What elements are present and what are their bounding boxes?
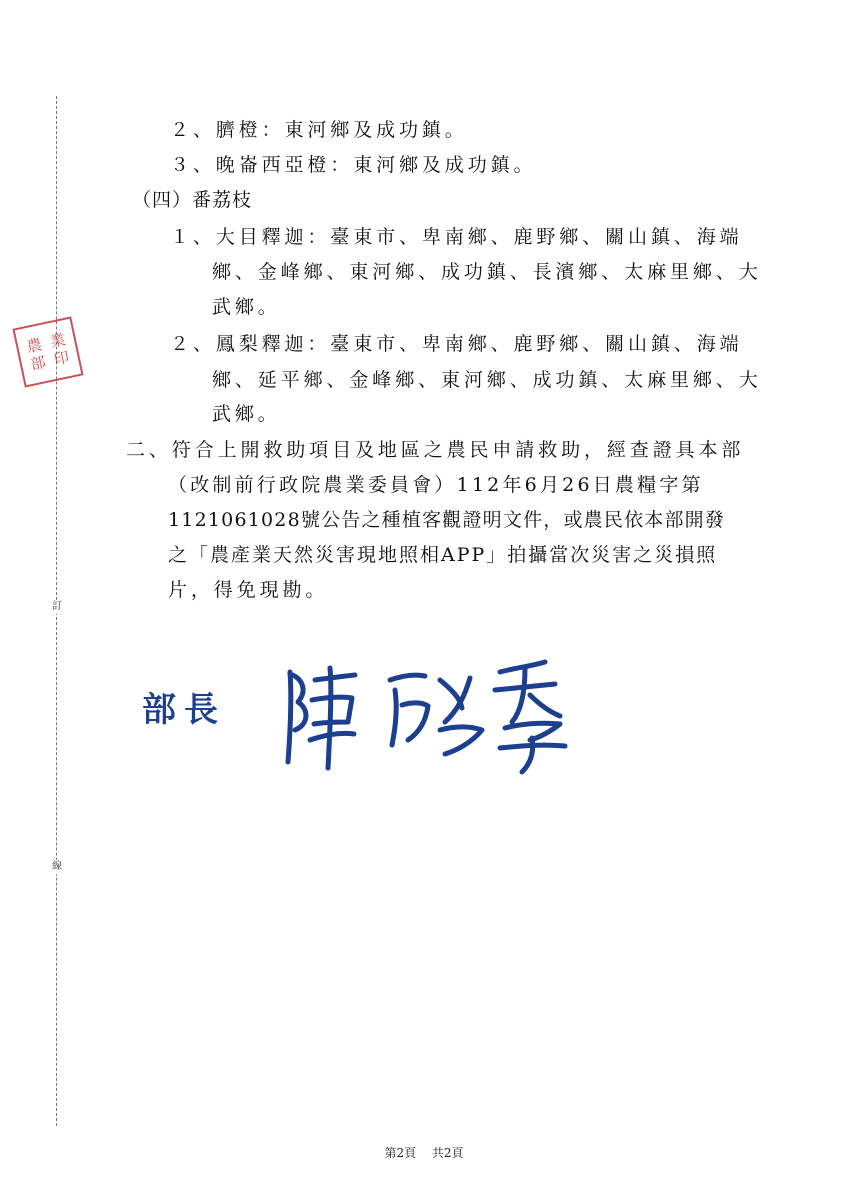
handwritten-signature bbox=[140, 650, 580, 780]
page-footer bbox=[0, 1144, 848, 1161]
binding-mark-top: 訂 bbox=[52, 601, 62, 612]
item-line: 武鄉。 bbox=[212, 296, 281, 318]
seal-char: 印 bbox=[52, 347, 71, 369]
page-total: 共2頁 bbox=[431, 1146, 464, 1160]
item-line: 武鄉。 bbox=[212, 403, 281, 425]
official-seal bbox=[12, 316, 83, 387]
page-number: 第2頁 bbox=[384, 1146, 417, 1160]
seal-char: 農 bbox=[25, 335, 44, 357]
paragraph-line: 片，得免現勘。 bbox=[168, 579, 329, 601]
item-line: 鄉、金峰鄉、東河鄉、成功鎮、長濱鄉、太麻里鄉、大 bbox=[212, 261, 762, 283]
paragraph-line: （改制前行政院農業委員會）112年6月26日農糧字第 bbox=[168, 474, 704, 496]
paragraph-line: 之「農產業天然災害現地照相APP」拍攝當次災害之災損照 bbox=[168, 544, 718, 566]
item-line: １、大目釋迦：臺東市、卑南鄉、鹿野鄉、關山鎮、海端 bbox=[170, 226, 743, 248]
item-line: 鄉、延平鄉、金峰鄉、東河鄉、成功鎮、太麻里鄉、大 bbox=[212, 369, 762, 391]
seal-char: 部 bbox=[28, 352, 48, 374]
paragraph-line: 1121061028號公告之種植客觀證明文件，或農民依本部開發 bbox=[168, 509, 726, 531]
item-line: ２、鳳梨釋迦：臺東市、卑南鄉、鹿野鄉、關山鎮、海端 bbox=[170, 333, 743, 355]
item-line: ３、晚崙西亞橙：東河鄉及成功鎮。 bbox=[170, 154, 537, 176]
signature-title: 部長 bbox=[142, 690, 226, 730]
seal-char: 業 bbox=[48, 330, 68, 352]
item-line: ２、臍橙：東河鄉及成功鎮。 bbox=[170, 119, 468, 141]
binding-mark-bottom: 線 bbox=[52, 861, 62, 872]
paragraph-line: 二、符合上開救助項目及地區之農民申請救助，經查證具本部 bbox=[126, 439, 745, 461]
section-heading: （四）番荔枝 bbox=[132, 189, 253, 211]
